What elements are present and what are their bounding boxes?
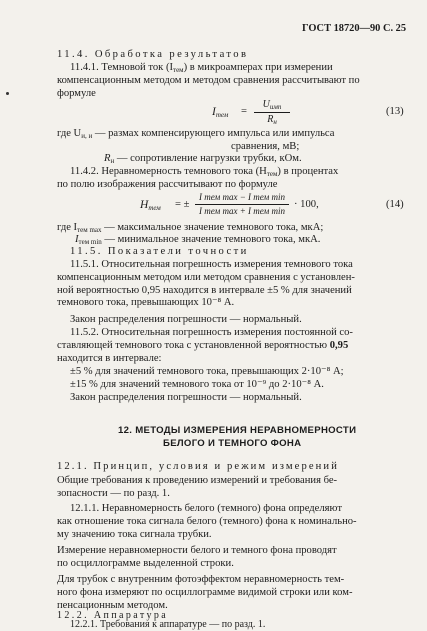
para-11-5-1-line3: ной вероятностью 0,95 находится в интервале ±5 % для значений (57, 285, 352, 296)
para-11-4-1-line2: компенсационным методом и методом сравнения рассчитывают по (57, 75, 360, 86)
formula-14-numerator: I тем max − I тем min (198, 192, 286, 202)
formula-14-number: (14) (386, 199, 404, 210)
para-11-5-1-line5: Закон распределения погрешности — нормальный. (70, 314, 302, 325)
formula-13-lhs: $I_{тем}$ (212, 106, 229, 119)
para-11-4-1-line3: формуле (57, 88, 96, 99)
para-11-5-1-line1: 11.5.1. Относительная погрешность измерения темнового тока (70, 259, 353, 270)
margin-mark (6, 92, 9, 95)
section-12-title-line1: 12. МЕТОДЫ ИЗМЕРЕНИЯ НЕРАВНОМЕРНОСТИ (118, 425, 357, 436)
para-11-5-1-line4: темнового тока, превышающих 10⁻⁸ А. (57, 297, 235, 308)
para-12-1-1-line3: му значению тока сигнала трубки. (57, 529, 212, 540)
para-11-5-2-line2: ставляющей темнового тока с установленной вероятностью 0,95 (57, 340, 349, 351)
formula-14-eq: = ± (175, 199, 190, 210)
para-12-1-b-line3: пенсационным методом. (57, 600, 168, 611)
formula-14-denominator: I тем max + I тем min (198, 206, 286, 216)
para-11-5-2-line4: ±5 % для значений темнового тока, превышающих 2·10⁻⁸ А; (70, 366, 344, 377)
section-12-1-title: 12.1. Принцип, условия и режим измерений (57, 461, 339, 472)
formula-13-denominator: $R_н$ (267, 114, 277, 126)
formula-13-fraction-bar (254, 112, 290, 113)
para-12-1-1-line1: 12.1.1. Неравномерность белого (темного) фона определяют (70, 503, 342, 514)
para-12-1-b-line1: Для трубок с внутренним фотоэффектом неравномерность тем- (57, 574, 345, 585)
para-11-5-2-line5: ±15 % для значений темнового тока от 10⁻⁹ до 2·10⁻⁸ А. (70, 379, 324, 390)
section-11-4-title: 11.4. Обработка результатов (57, 49, 249, 60)
para-12-1-a-line2: по осциллограмме выделенной строки. (57, 558, 234, 569)
section-12-2-title: 12.2. Аппаратура (57, 610, 169, 621)
formula-14-multiplier: · 100, (294, 199, 319, 210)
para-12-1-line1: Общие требования к проведению измерений и требования бе- (57, 475, 338, 486)
para-12-1-line2: зопасности — по разд. 1. (57, 488, 170, 499)
para-12-1-a-line1: Измерение неравномерности белого и темного фона проводят (57, 545, 337, 556)
section-12-title-line2: БЕЛОГО И ТЕМНОГО ФОНА (163, 438, 302, 449)
where-13-line3: $R_н$ — сопротивление нагрузки трубки, кОм. (104, 153, 302, 165)
para-11-4-1-line1: 11.4.1. Темновой ток $(I_{тем})$ в микроамперах при измерении (70, 62, 333, 74)
where-13-line2: сравнения, мВ; (231, 141, 300, 152)
para-12-1-1-line2: как отношение тока сигнала белого (темного) фона к номинально- (57, 516, 357, 527)
section-11-5-title: 11.5. Показатели точности (70, 246, 249, 257)
where-14-line2: $I_{тем min}$ — минимальное значение темнового тока, мкА. (75, 234, 321, 246)
para-12-2-1: 12.2.1. Требования к аппаратуре — по разд. 1. (70, 619, 266, 630)
page-header: ГОСТ 18720—90 С. 25 (302, 23, 407, 34)
para-11-4-2-line2: по полю изображения рассчитывают по формуле (57, 179, 278, 190)
formula-14-lhs: $H_{тем}$ (140, 199, 161, 212)
formula-14-fraction-bar (195, 204, 289, 205)
formula-13-eq: = (241, 106, 247, 117)
formula-13-number: (13) (386, 106, 404, 117)
para-11-5-2-line3: находится в интервале: (57, 353, 162, 364)
para-12-1-b-line2: ного фона измеряют по осциллограмме видимой строки или ком- (57, 587, 353, 598)
para-11-5-2-line6: Закон распределения погрешности — нормальный. (70, 392, 302, 403)
para-11-4-2-line1: 11.4.2. Неравномерность темнового тока $(H_{тем})$ в процентах (70, 166, 339, 178)
para-11-5-2-line1: 11.5.2. Относительная погрешность измерения постоянной со- (70, 327, 353, 338)
formula-13-numerator: $U_{имп}$ (262, 99, 282, 111)
where-13-line1: где $U_{и, и}$ — размах компенсирующего импульса или импульса (57, 128, 335, 140)
where-14-line1: где $I_{тем max}$ — максимальное значение темнового тока, мкА; (57, 222, 324, 234)
para-11-5-1-line2: компенсационным методом или методом сравнения с установлен- (57, 272, 355, 283)
